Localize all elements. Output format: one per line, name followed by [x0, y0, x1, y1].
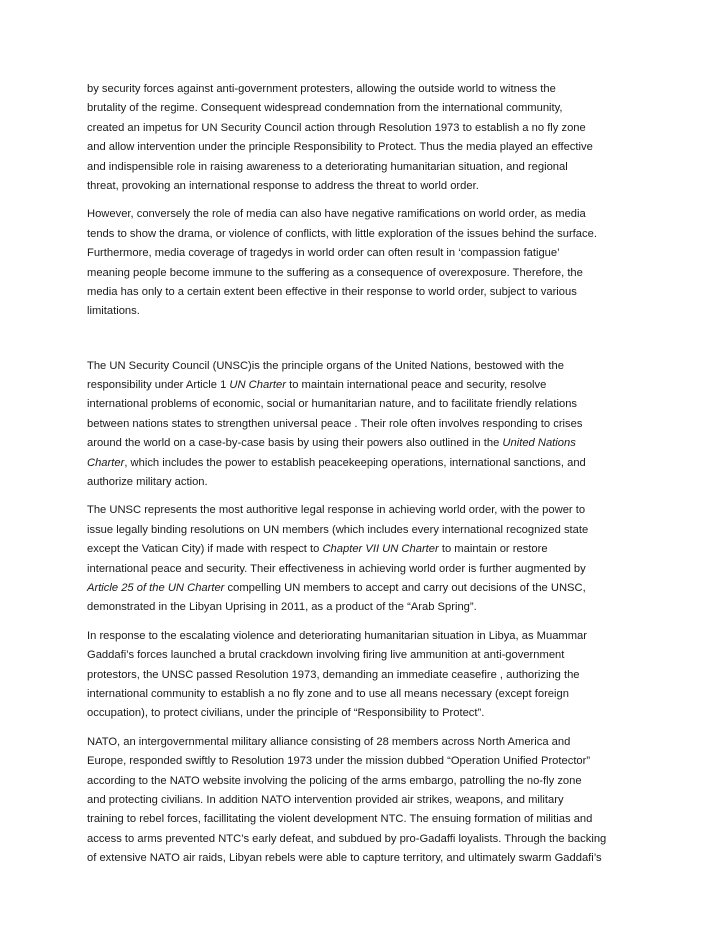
text-line [87, 666, 652, 685]
text-line [87, 772, 652, 791]
text-line [87, 454, 652, 473]
text-run: meaning people become immune to the suffering as a consequence of overexposure. Therefore, the [87, 266, 583, 279]
text-line [87, 302, 652, 321]
text-run: between nations states to strengthen universal peace . Their role often involves responding to crises [87, 417, 583, 430]
text-line [87, 704, 652, 723]
text-line [87, 521, 652, 540]
italic-text-run: Article 25 of the UN Charter [87, 581, 225, 594]
text-run: except the Vatican City) if made with respect to [87, 543, 323, 556]
text-line [87, 791, 652, 810]
text-run: Gaddafi’s forces launched a brutal crackdown involving firing live ammunition at anti-government [87, 649, 565, 662]
text-run: issue legally binding resolutions on UN members (which includes every international recognized state [87, 523, 589, 536]
text-run: international problems of economic, social or humanitarian nature, and to facilitate friendly relations [87, 398, 578, 411]
text-line [87, 177, 652, 196]
text-line [87, 244, 652, 263]
paragraph [87, 733, 652, 869]
italic-text-run: United Nations [502, 437, 576, 450]
text-line [87, 830, 652, 849]
text-line [87, 685, 652, 704]
text-run: demonstrated in the Libyan Uprising in 2011, as a product of the “Arab Spring”. [87, 601, 477, 614]
text-run: responsibility under Article 1 [87, 379, 230, 392]
text-line [87, 579, 652, 598]
text-line [87, 627, 652, 646]
text-line [87, 80, 652, 99]
text-line [87, 501, 652, 520]
paragraph [87, 627, 652, 724]
text-line [87, 752, 652, 771]
text-line [87, 415, 652, 434]
text-run: according to the NATO website involving the policing of the arms embargo, patrolling the no-fly zone [87, 774, 582, 787]
text-run: tends to show the drama, or violence of conflicts, with little exploration of the issues behind the surface. [87, 227, 597, 240]
text-run: international peace and security. Their effectiveness in achieving world order is further augmented by [87, 562, 586, 575]
text-line [87, 560, 652, 579]
text-run: created an impetus for UN Security Council action through Resolution 1973 to establish a no fly zone [87, 121, 586, 134]
text-run: protestors, the UNSC passed Resolution 1973, demanding an immediate ceasefire , authorizing the [87, 668, 580, 681]
text-line [87, 434, 652, 453]
text-run: limitations. [87, 305, 140, 318]
text-run: The UNSC represents the most authoritive legal response in achieving world order, with the power to [87, 504, 586, 517]
text-run: Furthermore, media coverage of tragedys in world order can often result in ‘compassion fatigue’ [87, 247, 560, 260]
text-line [87, 810, 652, 829]
text-line [87, 473, 652, 492]
text-line [87, 264, 652, 283]
italic-text-run: UN Charter [229, 379, 286, 392]
text-run: The UN Security Council (UNSC)is the principle organs of the United Nations, bestowed with the [87, 359, 564, 372]
text-run: brutality of the regime. Consequent widespread condemnation from the international community, [87, 102, 563, 115]
text-run: and protecting civilians. In addition NATO intervention provided air strikes, weapons, and military [87, 793, 564, 806]
text-run: Europe, responded swiftly to Resolution 1973 under the mission dubbed “Operation Unified Protector” [87, 755, 591, 768]
text-run: and allow intervention under the principle Responsibility to Protect. Thus the media played an effective [87, 141, 593, 154]
text-run: However, conversely the role of media can also have negative ramifications on world order, as media [87, 208, 586, 221]
italic-text-run: Chapter VII UN Charter [322, 543, 439, 556]
text-run: by security forces against anti-government protesters, allowing the outside world to witness the [87, 83, 556, 95]
text-line [87, 283, 652, 302]
text-line [87, 158, 652, 177]
text-run: occupation), to protect civilians, under the principle of “Responsibility to Protect”. [87, 707, 485, 720]
paragraph [87, 501, 652, 617]
text-run: access to arms prevented NTC’s early defeat, and subdued by pro-Gadaffi loyalists. Through the backing [87, 832, 607, 845]
text-run: authorize military action. [87, 476, 208, 489]
paragraph [87, 80, 652, 196]
text-run: to maintain or restore [438, 543, 548, 556]
text-run: , which includes the power to establish peacekeeping operations, international sanctions, and [124, 456, 586, 469]
text-line [87, 376, 652, 395]
text-run: and indispensible role in raising awareness to a deteriorating humanitarian situation, and regional [87, 160, 568, 173]
text-line [87, 99, 652, 118]
text-run: training to rebel forces, facillitating the violent development NTC. The ensuing formation of militias and [87, 813, 593, 826]
paragraph [87, 357, 652, 493]
text-run: international community to establish a no fly zone and to use all means necessary (except foreign [87, 687, 569, 700]
text-line [87, 205, 652, 224]
text-run: around the world on a case-by-case basis by using their powers also outlined in the [87, 437, 503, 450]
text-run: of extensive NATO air raids, Libyan rebels were able to capture territory, and ultimately swarm Gaddafi’s [87, 852, 602, 865]
document-body [87, 80, 652, 877]
text-line [87, 849, 652, 868]
text-line [87, 598, 652, 617]
text-run: compelling UN members to accept and carry out decisions of the UNSC, [224, 581, 586, 594]
text-line [87, 733, 652, 752]
text-run: threat, provoking an international response to address the threat to world order. [87, 179, 479, 192]
italic-text-run: Charter [87, 456, 125, 469]
text-run: NATO, an intergovernmental military alliance consisting of 28 members across North America and [87, 735, 571, 748]
text-line [87, 225, 652, 244]
paragraph [87, 205, 652, 321]
text-run: to maintain international peace and security, resolve [285, 379, 547, 392]
text-line [87, 646, 652, 665]
text-line [87, 540, 652, 559]
text-line [87, 395, 652, 414]
text-line [87, 119, 652, 138]
text-line [87, 138, 652, 157]
text-line [87, 357, 652, 376]
text-run: In response to the escalating violence and deteriorating humanitarian situation in Libya, as Muammar [87, 629, 587, 642]
text-run: media has only to a certain extent been effective in their response to world order, subject to various [87, 285, 577, 298]
